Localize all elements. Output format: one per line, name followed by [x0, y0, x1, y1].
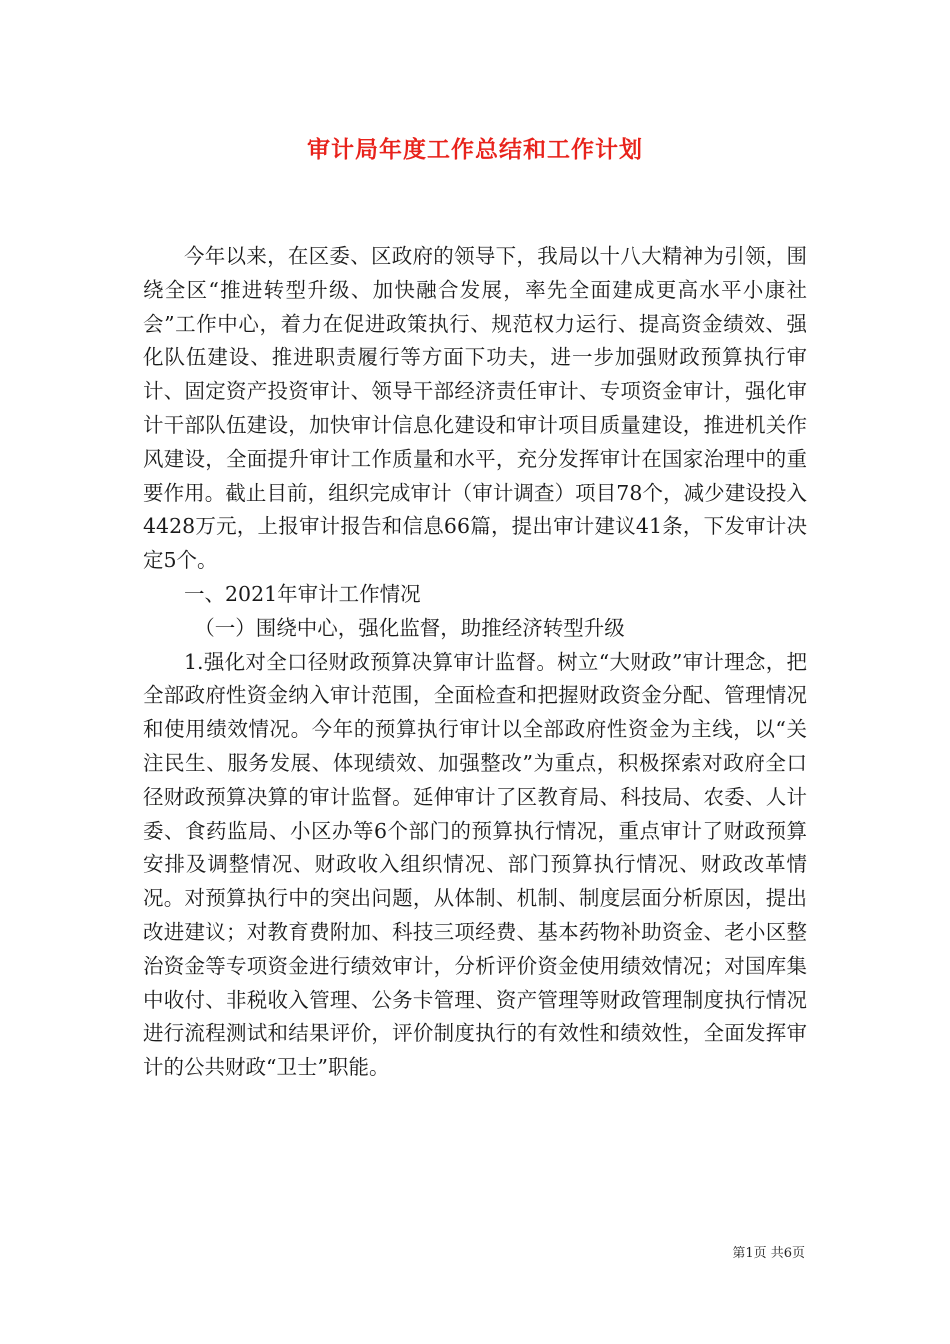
body-paragraph: 1.强化对全口径财政预算决算审计监督。树立“大财政”审计理念，把全部政府性资金纳入审计范围，全面检查和把握财政资金分配、管理情况和使用绩效情况。今年的预算执行审计以全部政府性资金为主线，以“关注民生、服务发展、体现绩效、加强整改”为重点，积极探索对政府全口径财政预算决算的审计监督。延伸审计了区教育局、科技局、农委、人计委、食药监局、小区办等6个部门的预算执行情况，重点审计了财政预算安排及调整情况、财政收入组织情况、部门预算执行情况、财政改革情况。对预算执行中的突出问题，从体制、机制、制度层面分析原因，提出改进建议；对教育费附加、科技三项经费、基本药物补助资金、老小区整治资金等专项资金进行绩效审计，分析评价资金使用绩效情况；对国库集中收付、非税收入管理、公务卡管理、资产管理等财政管理制度执行情况进行流程测试和结果评价，评价制度执行的有效性和绩效性，全面发挥审计的公共财政“卫士”职能。	[143, 649, 807, 1080]
document-title: 审计局年度工作总结和工作计划	[307, 136, 643, 163]
page-number: 第1页 共6页	[732, 1246, 805, 1261]
subsection-heading: （一）围绕中心，强化监督，助推经济转型升级	[194, 615, 625, 640]
section-heading: 一、2021年审计工作情况	[184, 581, 421, 606]
intro-paragraph: 今年以来，在区委、区政府的领导下，我局以十八大精神为引领，围绕全区“推进转型升级、加快融合发展，率先全面建成更高水平小康社会”工作中心，着力在促进政策执行、规范权力运行、提高资金绩效、强化队伍建设、推进职责履行等方面下功夫，进一步加强财政预算执行审计、固定资产投资审计、领导干部经济责任审计、专项资金审计，强化审计干部队伍建设，加快审计信息化建设和审计项目质量建设，推进机关作风建设，全面提升审计工作质量和水平，充分发挥审计在国家治理中的重要作用。截止目前，组织完成审计（审计调查）项目78个，减少建设投入4428万元，上报审计报告和信息66篇，提出审计建议41条，下发审计决定5个。	[143, 244, 807, 573]
document-body	[143, 240, 807, 1085]
